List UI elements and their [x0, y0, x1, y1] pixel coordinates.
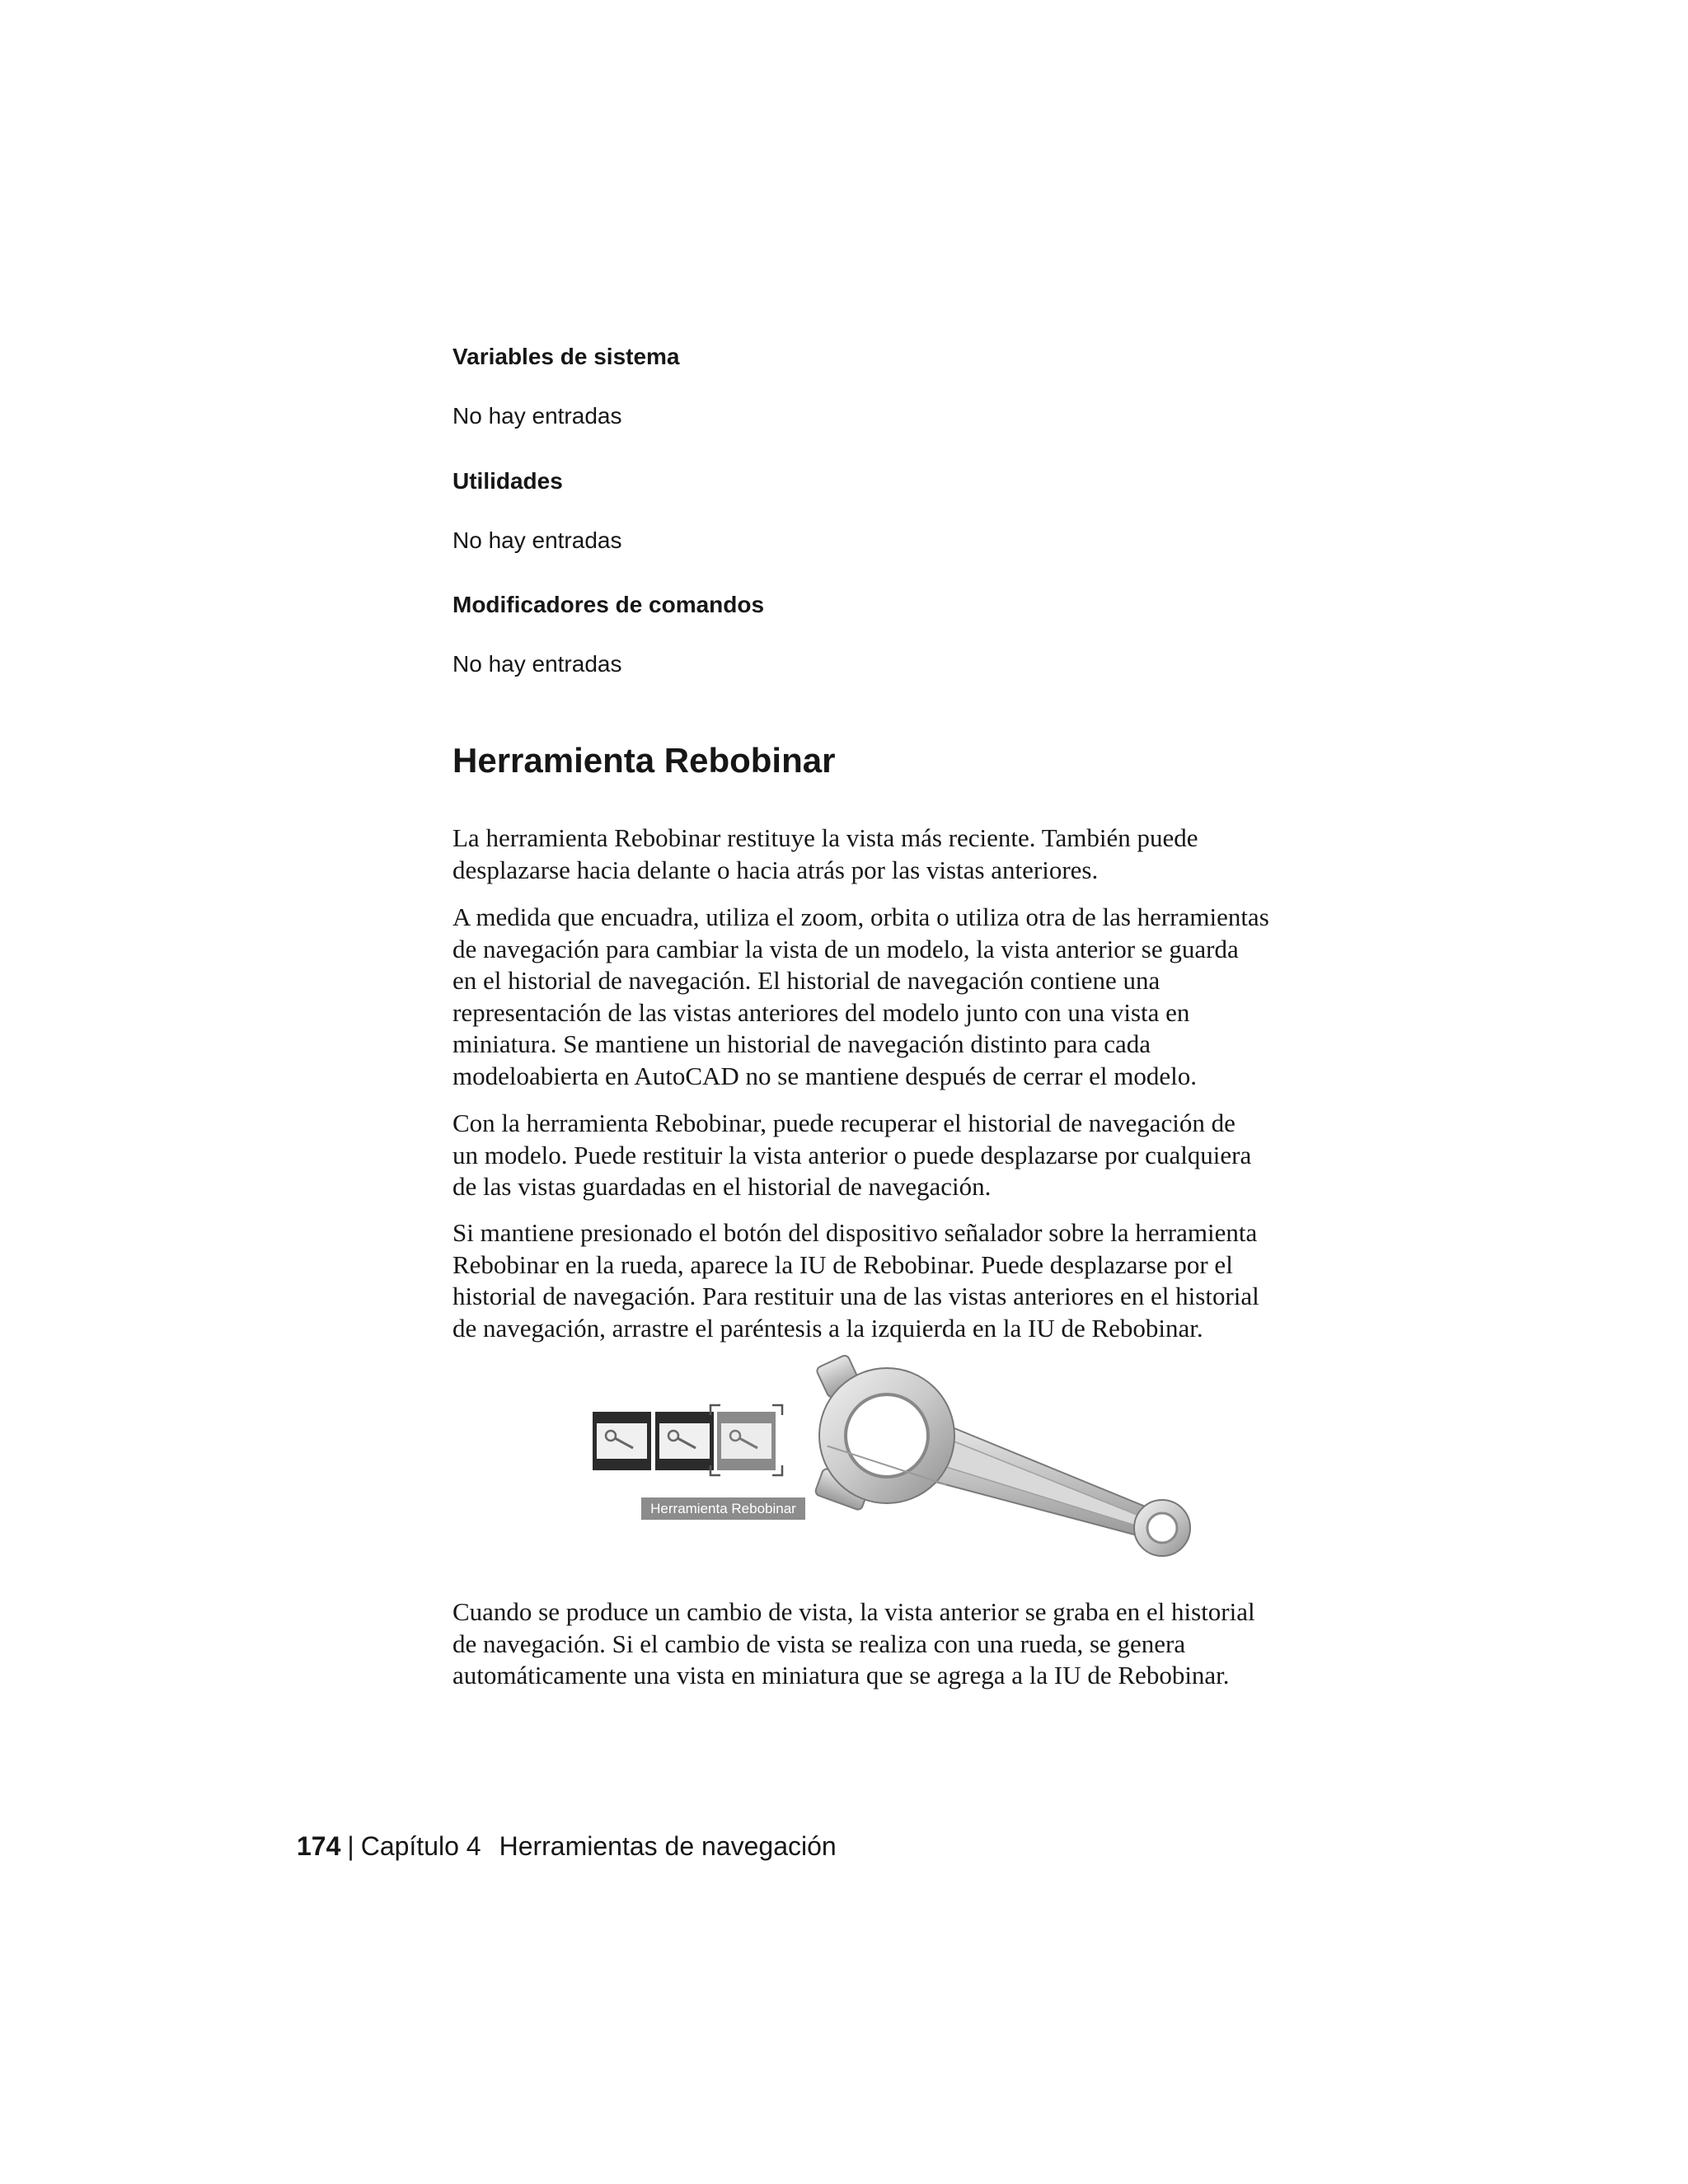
paragraph-line: automáticamente una vista en miniatura que se agrega a la IU de Rebobinar.: [452, 1661, 1230, 1690]
section-heading-utilities: Utilidades: [452, 468, 563, 494]
paragraph-line: Si mantiene presionado el botón del dispositivo señalador sobre la herramienta: [452, 1218, 1258, 1247]
history-thumbnail: [593, 1412, 651, 1470]
chapter-label: Capítulo 4: [360, 1831, 481, 1861]
paragraph-line: Cuando se produce un cambio de vista, la vista anterior se graba en el historial: [452, 1597, 1255, 1626]
section-body-system-variables: No hay entradas: [452, 403, 622, 429]
connecting-rod-model: [814, 1354, 1190, 1556]
section-heading-system-variables: Variables de sistema: [452, 344, 680, 369]
page-title: Herramienta Rebobinar: [452, 741, 836, 780]
paragraph-1: [452, 823, 1198, 886]
rewind-tooltip-label: Herramienta Rebobinar: [650, 1501, 796, 1516]
paragraph-line: de navegación, arrastre el paréntesis a la izquierda en la IU de Rebobinar.: [452, 1313, 1203, 1343]
paragraph-line: desplazarse hacia delante o hacia atrás por las vistas anteriores.: [452, 855, 1099, 884]
chapter-title: Herramientas de navegación: [499, 1831, 837, 1861]
section-heading-command-modifiers: Modificadores de comandos: [452, 592, 765, 617]
footer-separator: |: [347, 1831, 354, 1861]
paragraph-line: representación de las vistas anteriores del modelo junto con una vista en: [452, 997, 1190, 1027]
paragraph-line: un modelo. Puede restituir la vista anterior o puede desplazarse por cualquiera: [452, 1140, 1252, 1169]
history-thumbnail: [655, 1412, 714, 1470]
paragraph-line: de las vistas guardadas en el historial de navegación.: [452, 1172, 992, 1201]
paragraph-line: de navegación. Si el cambio de vista se realiza con una rueda, se genera: [452, 1629, 1186, 1658]
paragraph-line: modeloabierta en AutoCAD no se mantiene después de cerrar el modelo.: [452, 1061, 1198, 1090]
rewind-tool-figure: [577, 1352, 1203, 1582]
page-footer: [297, 1828, 837, 1864]
paragraph-line: Rebobinar en la rueda, aparece la IU de Rebobinar. Puede desplazarse por el: [452, 1249, 1233, 1279]
section-body-command-modifiers: No hay entradas: [452, 651, 622, 677]
rod-small-end-hole: [1147, 1513, 1177, 1543]
paragraph-line: miniatura. Se mantiene un historial de navegación distinto para cada: [452, 1029, 1151, 1058]
paragraph-3: [452, 1108, 1251, 1203]
paragraph-line: A medida que encuadra, utiliza el zoom, orbita o utiliza otra de las herramientas: [452, 902, 1269, 931]
paragraph-2: [452, 902, 1269, 1092]
paragraph-4: [452, 1217, 1259, 1344]
paragraph-line: en el historial de navegación. El historial de navegación contiene una: [452, 966, 1160, 995]
paragraph-line: La herramienta Rebobinar restituye la vista más reciente. También puede: [452, 823, 1198, 852]
paragraph-line: Con la herramienta Rebobinar, puede recuperar el historial de navegación de: [452, 1108, 1236, 1137]
page-number: 174: [297, 1831, 341, 1861]
history-thumbnail-current: [717, 1412, 776, 1470]
paragraph-line: historial de navegación. Para restituir una de las vistas anteriores en el historial: [452, 1282, 1259, 1310]
paragraph-line: de navegación para cambiar la vista de un modelo, la vista anterior se guarda: [452, 934, 1239, 963]
section-body-utilities: No hay entradas: [452, 527, 622, 553]
paragraph-5: [452, 1596, 1255, 1692]
